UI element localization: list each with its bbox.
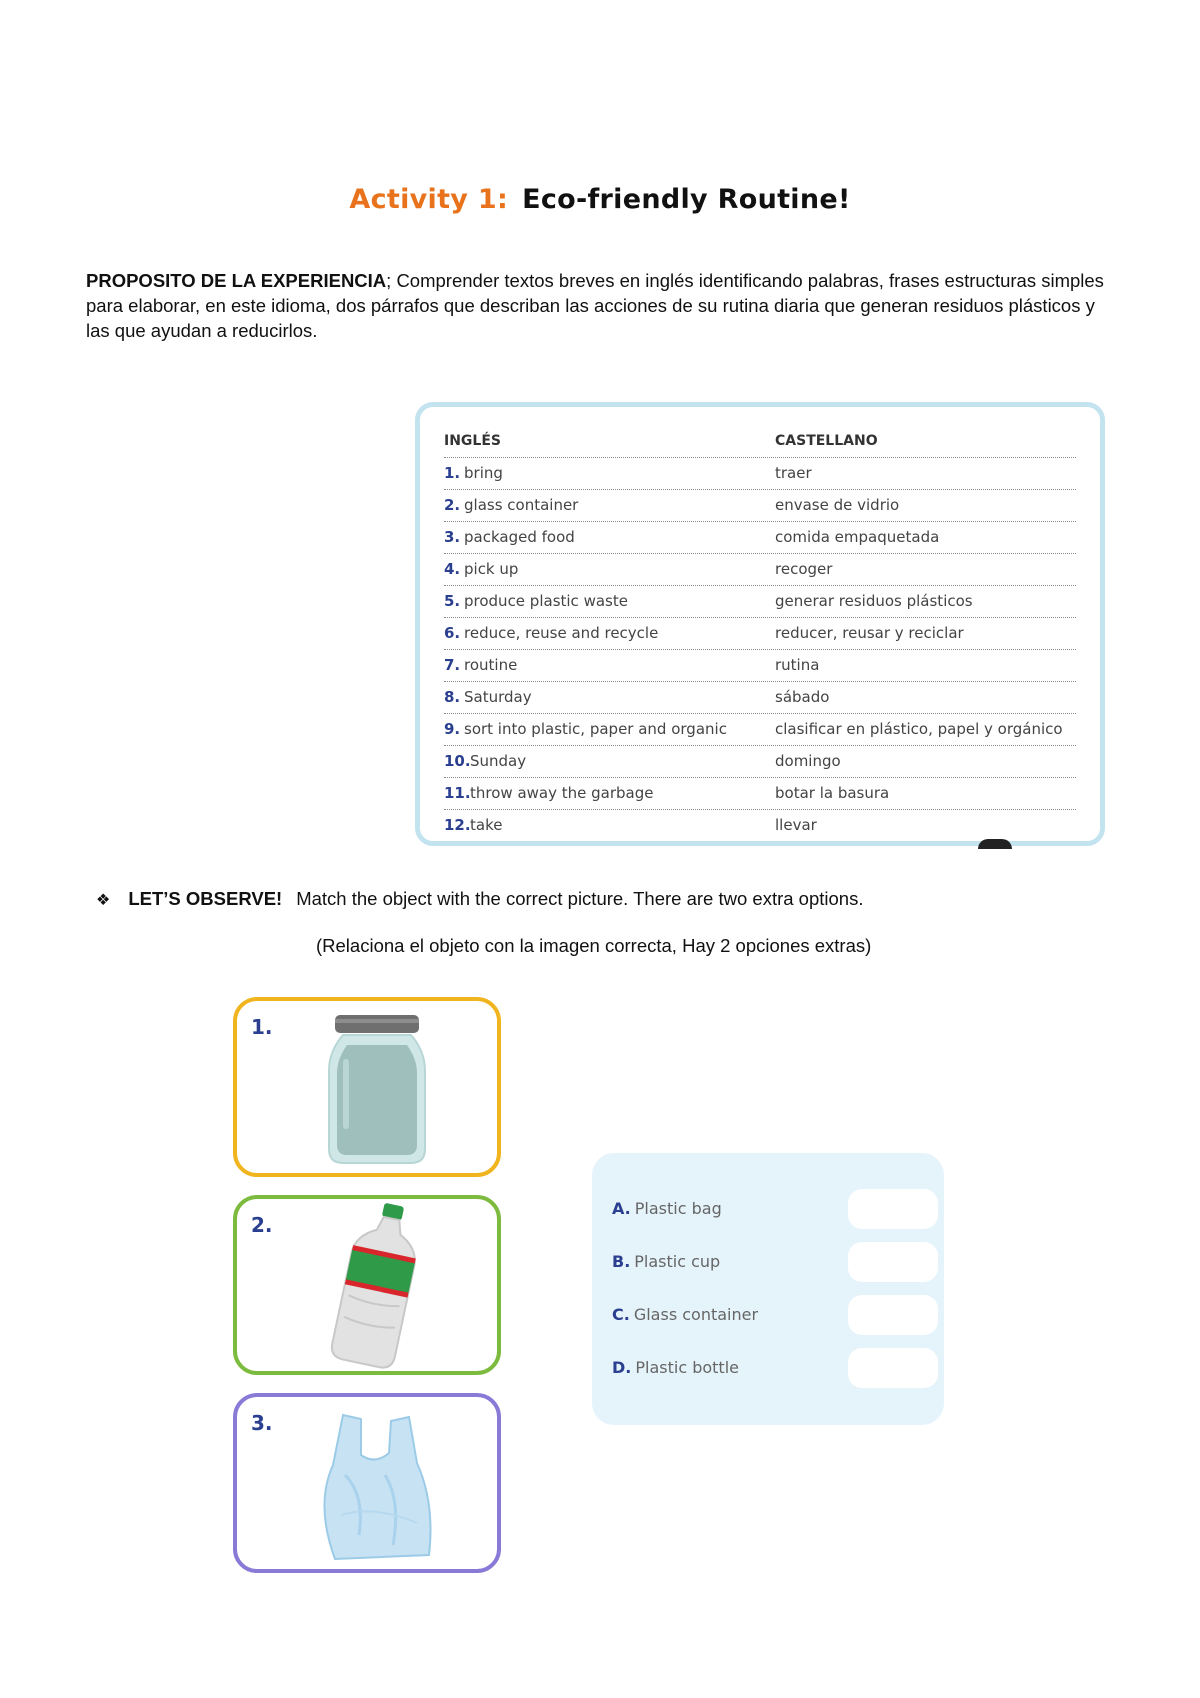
vocab-row: [444, 745, 1076, 778]
vocab-english: Sunday: [470, 752, 527, 770]
vocab-row: [444, 681, 1076, 714]
vocab-row: [444, 457, 1076, 490]
vocab-spanish: recoger: [775, 560, 833, 578]
activity-name: Eco-friendly Routine!: [522, 184, 851, 215]
plastic-bottle-icon: [317, 1201, 437, 1373]
picture-card-3: [233, 1393, 501, 1573]
bullet-icon: ❖: [96, 892, 111, 909]
header-spanish: CASTELLANO: [775, 433, 878, 449]
option-text: Plastic bag: [634, 1199, 722, 1218]
option-letter: A.: [612, 1199, 631, 1218]
vocab-english: Saturday: [464, 688, 532, 706]
option-b: [612, 1242, 922, 1282]
vocab-english: glass container: [464, 496, 579, 514]
vocabulary-table: [415, 402, 1105, 846]
vocab-english: routine: [464, 656, 518, 674]
vocab-spanish: generar residuos plásticos: [775, 592, 973, 610]
vocab-english: take: [470, 816, 503, 834]
vocab-row: [444, 489, 1076, 522]
answer-box[interactable]: [848, 1189, 938, 1229]
vocabulary-header: [444, 429, 1076, 458]
option-letter: C.: [612, 1305, 630, 1324]
picture-number: 2.: [251, 1213, 273, 1237]
vocab-spanish: botar la basura: [775, 784, 890, 802]
vocab-number: 9.: [444, 720, 461, 738]
vocab-number: 5.: [444, 592, 461, 610]
vocab-number: 4.: [444, 560, 461, 578]
vocab-number: 10.: [444, 752, 471, 770]
vocab-english: pick up: [464, 560, 519, 578]
vocab-number: 11.: [444, 784, 471, 802]
vocab-row: [444, 553, 1076, 586]
vocab-row: [444, 649, 1076, 682]
picture-number: 3.: [251, 1411, 273, 1435]
activity-title: [0, 184, 1200, 215]
vocab-row: [444, 585, 1076, 618]
picture-number: 1.: [251, 1015, 273, 1039]
vocab-english: packaged food: [464, 528, 575, 546]
purpose-text: ; Comprender textos breves en inglés identificando palabras, frases estructuras simples para elaborar, en este idioma, dos párrafos que describan las acciones de su rutina diaria que generan residuos plásticos y las que ayudan a reducirlos.: [86, 270, 1104, 341]
vocab-number: 8.: [444, 688, 461, 706]
vocab-number: 7.: [444, 656, 461, 674]
vocab-spanish: envase de vidrio: [775, 496, 900, 514]
vocab-spanish: rutina: [775, 656, 820, 674]
observe-translation: (Relaciona el objeto con la imagen correcta, Hay 2 opciones extras): [316, 935, 872, 956]
vocab-spanish: traer: [775, 464, 812, 482]
vocab-spanish: domingo: [775, 752, 841, 770]
vocab-row: [444, 809, 1076, 841]
vocab-row: [444, 713, 1076, 746]
answer-box[interactable]: [848, 1348, 938, 1388]
observe-instruction: [96, 888, 863, 910]
answer-box[interactable]: [848, 1242, 938, 1282]
vocab-english: sort into plastic, paper and organic: [464, 720, 727, 738]
vocab-number: 2.: [444, 496, 461, 514]
vocab-row: [444, 777, 1076, 810]
glass-jar-icon: [317, 1011, 437, 1169]
vocab-english: throw away the garbage: [470, 784, 654, 802]
option-text: Plastic bottle: [635, 1358, 739, 1377]
option-text: Plastic cup: [634, 1252, 721, 1271]
vocab-number: 6.: [444, 624, 461, 642]
activity-label: Activity 1:: [349, 184, 509, 215]
vocab-english: reduce, reuse and recycle: [464, 624, 659, 642]
observe-text: Match the object with the correct picture. There are two extra options.: [296, 888, 864, 909]
observe-label: LET’S OBSERVE!: [128, 888, 283, 909]
purpose-label: PROPOSITO DE LA EXPERIENCIA: [86, 270, 387, 291]
vocab-spanish: sábado: [775, 688, 830, 706]
option-letter: D.: [612, 1358, 632, 1377]
vocab-row: [444, 617, 1076, 650]
vocab-row: [444, 521, 1076, 554]
option-a: [612, 1189, 922, 1229]
picture-card-1: [233, 997, 501, 1177]
option-text: Glass container: [633, 1305, 759, 1324]
header-english: INGLÉS: [444, 433, 501, 449]
vocab-english: bring: [464, 464, 503, 482]
vocab-spanish: comida empaquetada: [775, 528, 940, 546]
vocab-number: 12.: [444, 816, 471, 834]
purpose-paragraph: [86, 268, 1116, 343]
vocab-number: 3.: [444, 528, 461, 546]
plastic-bag-icon: [305, 1405, 445, 1565]
vocab-number: 1.: [444, 464, 461, 482]
option-letter: B.: [612, 1252, 631, 1271]
vocab-english: produce plastic waste: [464, 592, 628, 610]
vocab-spanish: reducer, reusar y reciclar: [775, 624, 964, 642]
decorative-tab: [978, 839, 1012, 849]
picture-card-2: [233, 1195, 501, 1375]
vocab-spanish: llevar: [775, 816, 817, 834]
answer-box[interactable]: [848, 1295, 938, 1335]
vocab-spanish: clasificar en plástico, papel y orgánico: [775, 720, 1063, 738]
option-d: [612, 1348, 922, 1388]
option-c: [612, 1295, 922, 1335]
answer-options-panel: [592, 1153, 944, 1425]
